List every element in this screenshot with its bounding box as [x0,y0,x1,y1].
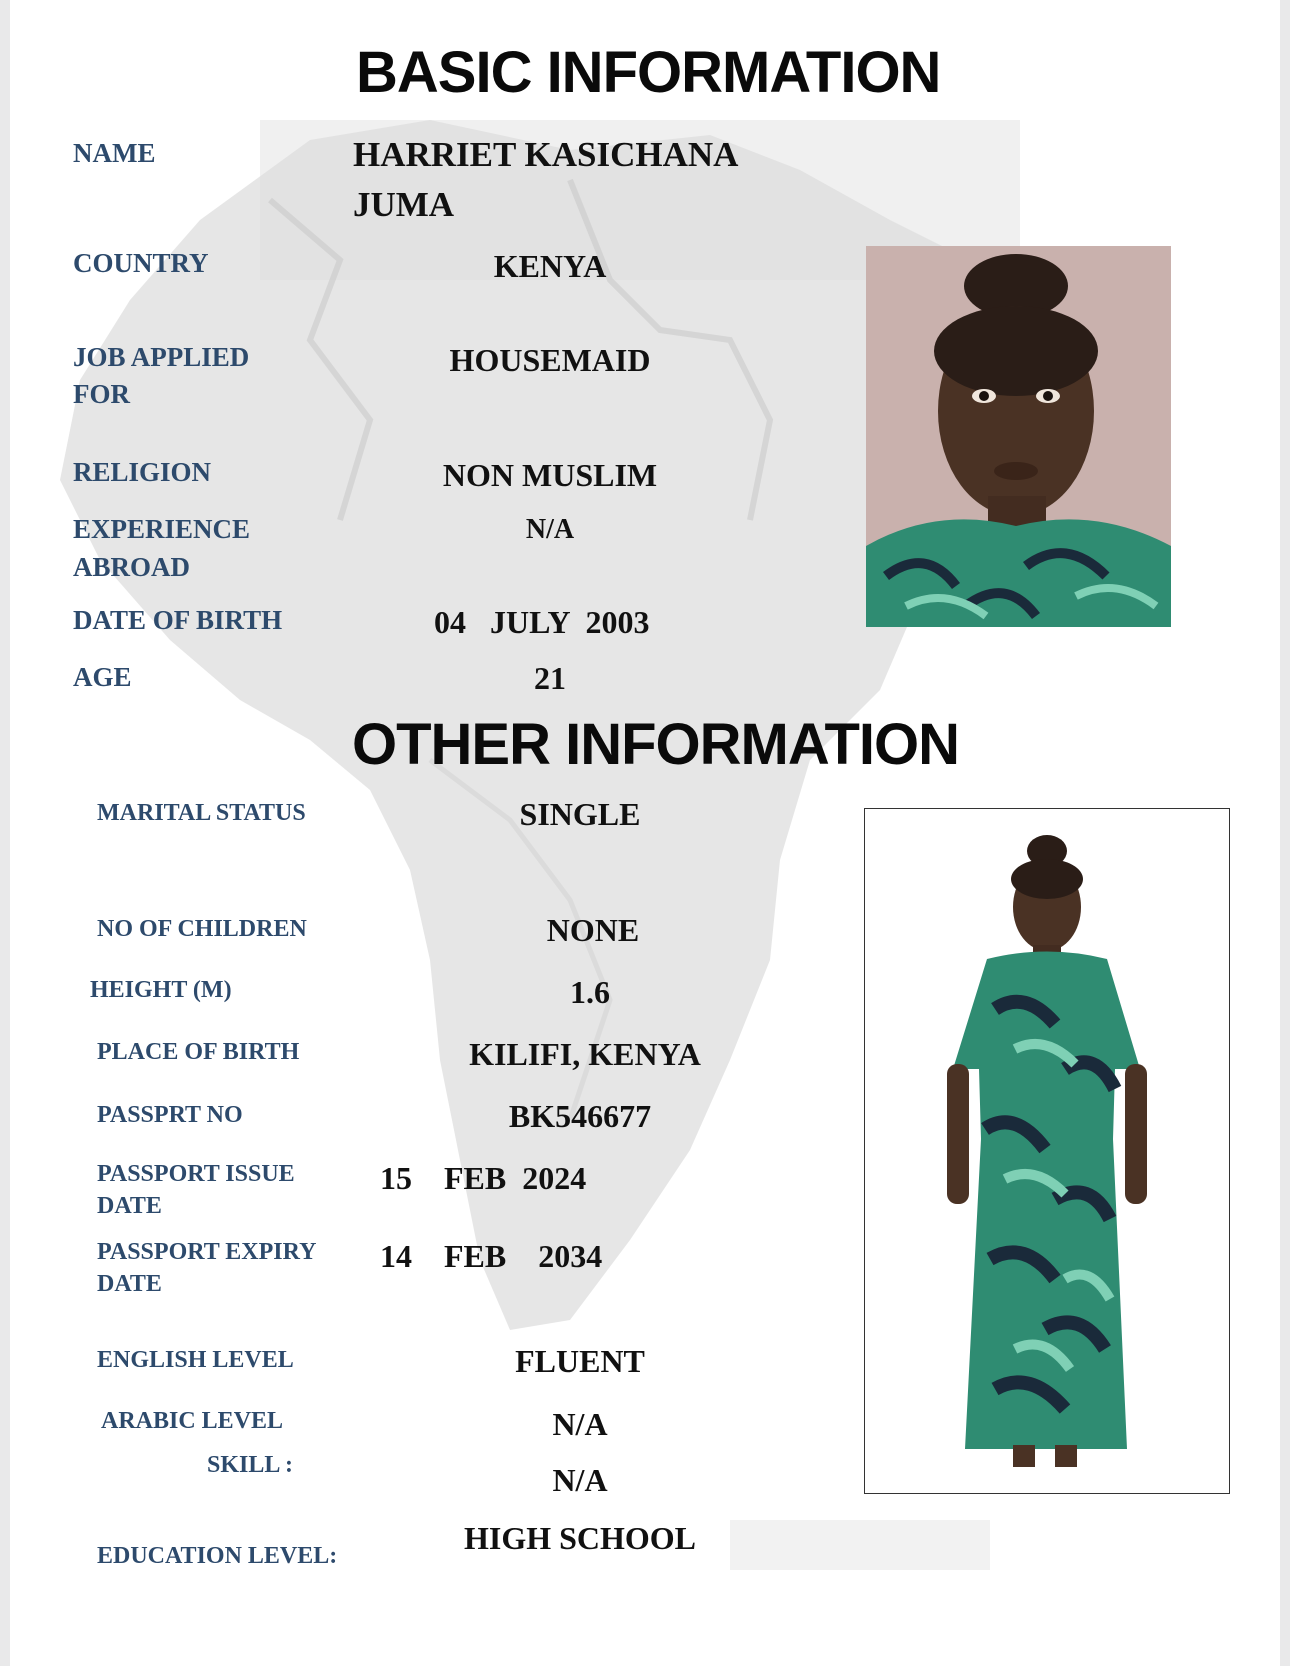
passport-no-value: BK546677 [508,1098,652,1134]
education-level-value: HIGH SCHOOL [463,1520,697,1556]
no-of-children-label: NO OF CHILDREN [97,916,307,942]
passport-issue-date-label-line1: PASSPORT ISSUE [97,1161,295,1187]
height-label: HEIGHT (M) [90,977,232,1003]
passport-no-label: PASSPRT NO [97,1102,243,1128]
education-level-label: EDUCATION LEVEL: [97,1543,338,1569]
experience-abroad-label-line2: ABROAD [73,552,191,582]
name-label: NAME [73,138,156,168]
english-level-value: FLUENT [515,1343,645,1379]
name-value-line1: HARRIET KASICHANA [353,135,739,174]
passport-issue-date-label-line2: DATE [97,1193,162,1219]
marital-status-label: MARITAL STATUS [97,800,306,826]
place-of-birth-value: KILIFI, KENYA [469,1036,701,1072]
no-of-children-value: NONE [546,912,640,948]
experience-abroad-label-line1: EXPERIENCE [73,514,251,544]
job-applied-label-line1: JOB APPLIED [73,342,250,372]
passport-expiry-date-label-line1: PASSPORT EXPIRY [97,1239,317,1265]
age-value: 21 [534,660,566,696]
other-information-heading: OTHER INFORMATION [352,712,959,777]
arabic-level-value: N/A [552,1406,608,1442]
english-level-label: ENGLISH LEVEL [97,1347,294,1373]
portrait-photo [866,246,1171,627]
marital-status-value: SINGLE [519,796,641,832]
country-label: COUNTRY [73,248,209,278]
job-applied-label-line2: FOR [73,379,130,409]
skill-value: N/A [552,1462,608,1498]
cv-sheet [10,0,1280,1666]
age-label: AGE [73,662,132,692]
skill-label: SKILL : [207,1452,294,1478]
passport-issue-date-value: 15 FEB 2024 [380,1160,587,1196]
date-of-birth-label: DATE OF BIRTH [73,605,283,635]
height-value: 1.6 [570,974,610,1010]
arabic-level-label: ARABIC LEVEL [101,1408,284,1434]
passport-expiry-date-label-line2: DATE [97,1271,162,1297]
religion-label: RELIGION [73,457,212,487]
religion-value: NON MUSLIM [442,457,658,493]
passport-expiry-date-value: 14 FEB 2034 [380,1238,603,1274]
full-body-photo [864,808,1230,1494]
country-value: KENYA [493,248,607,284]
place-of-birth-label: PLACE OF BIRTH [97,1039,300,1065]
job-applied-value: HOUSEMAID [449,342,651,378]
name-value-line2: JUMA [353,185,455,224]
basic-information-heading: BASIC INFORMATION [356,40,941,105]
experience-abroad-value: N/A [525,514,575,545]
date-of-birth-value: 04 JULY 2003 [434,604,650,640]
